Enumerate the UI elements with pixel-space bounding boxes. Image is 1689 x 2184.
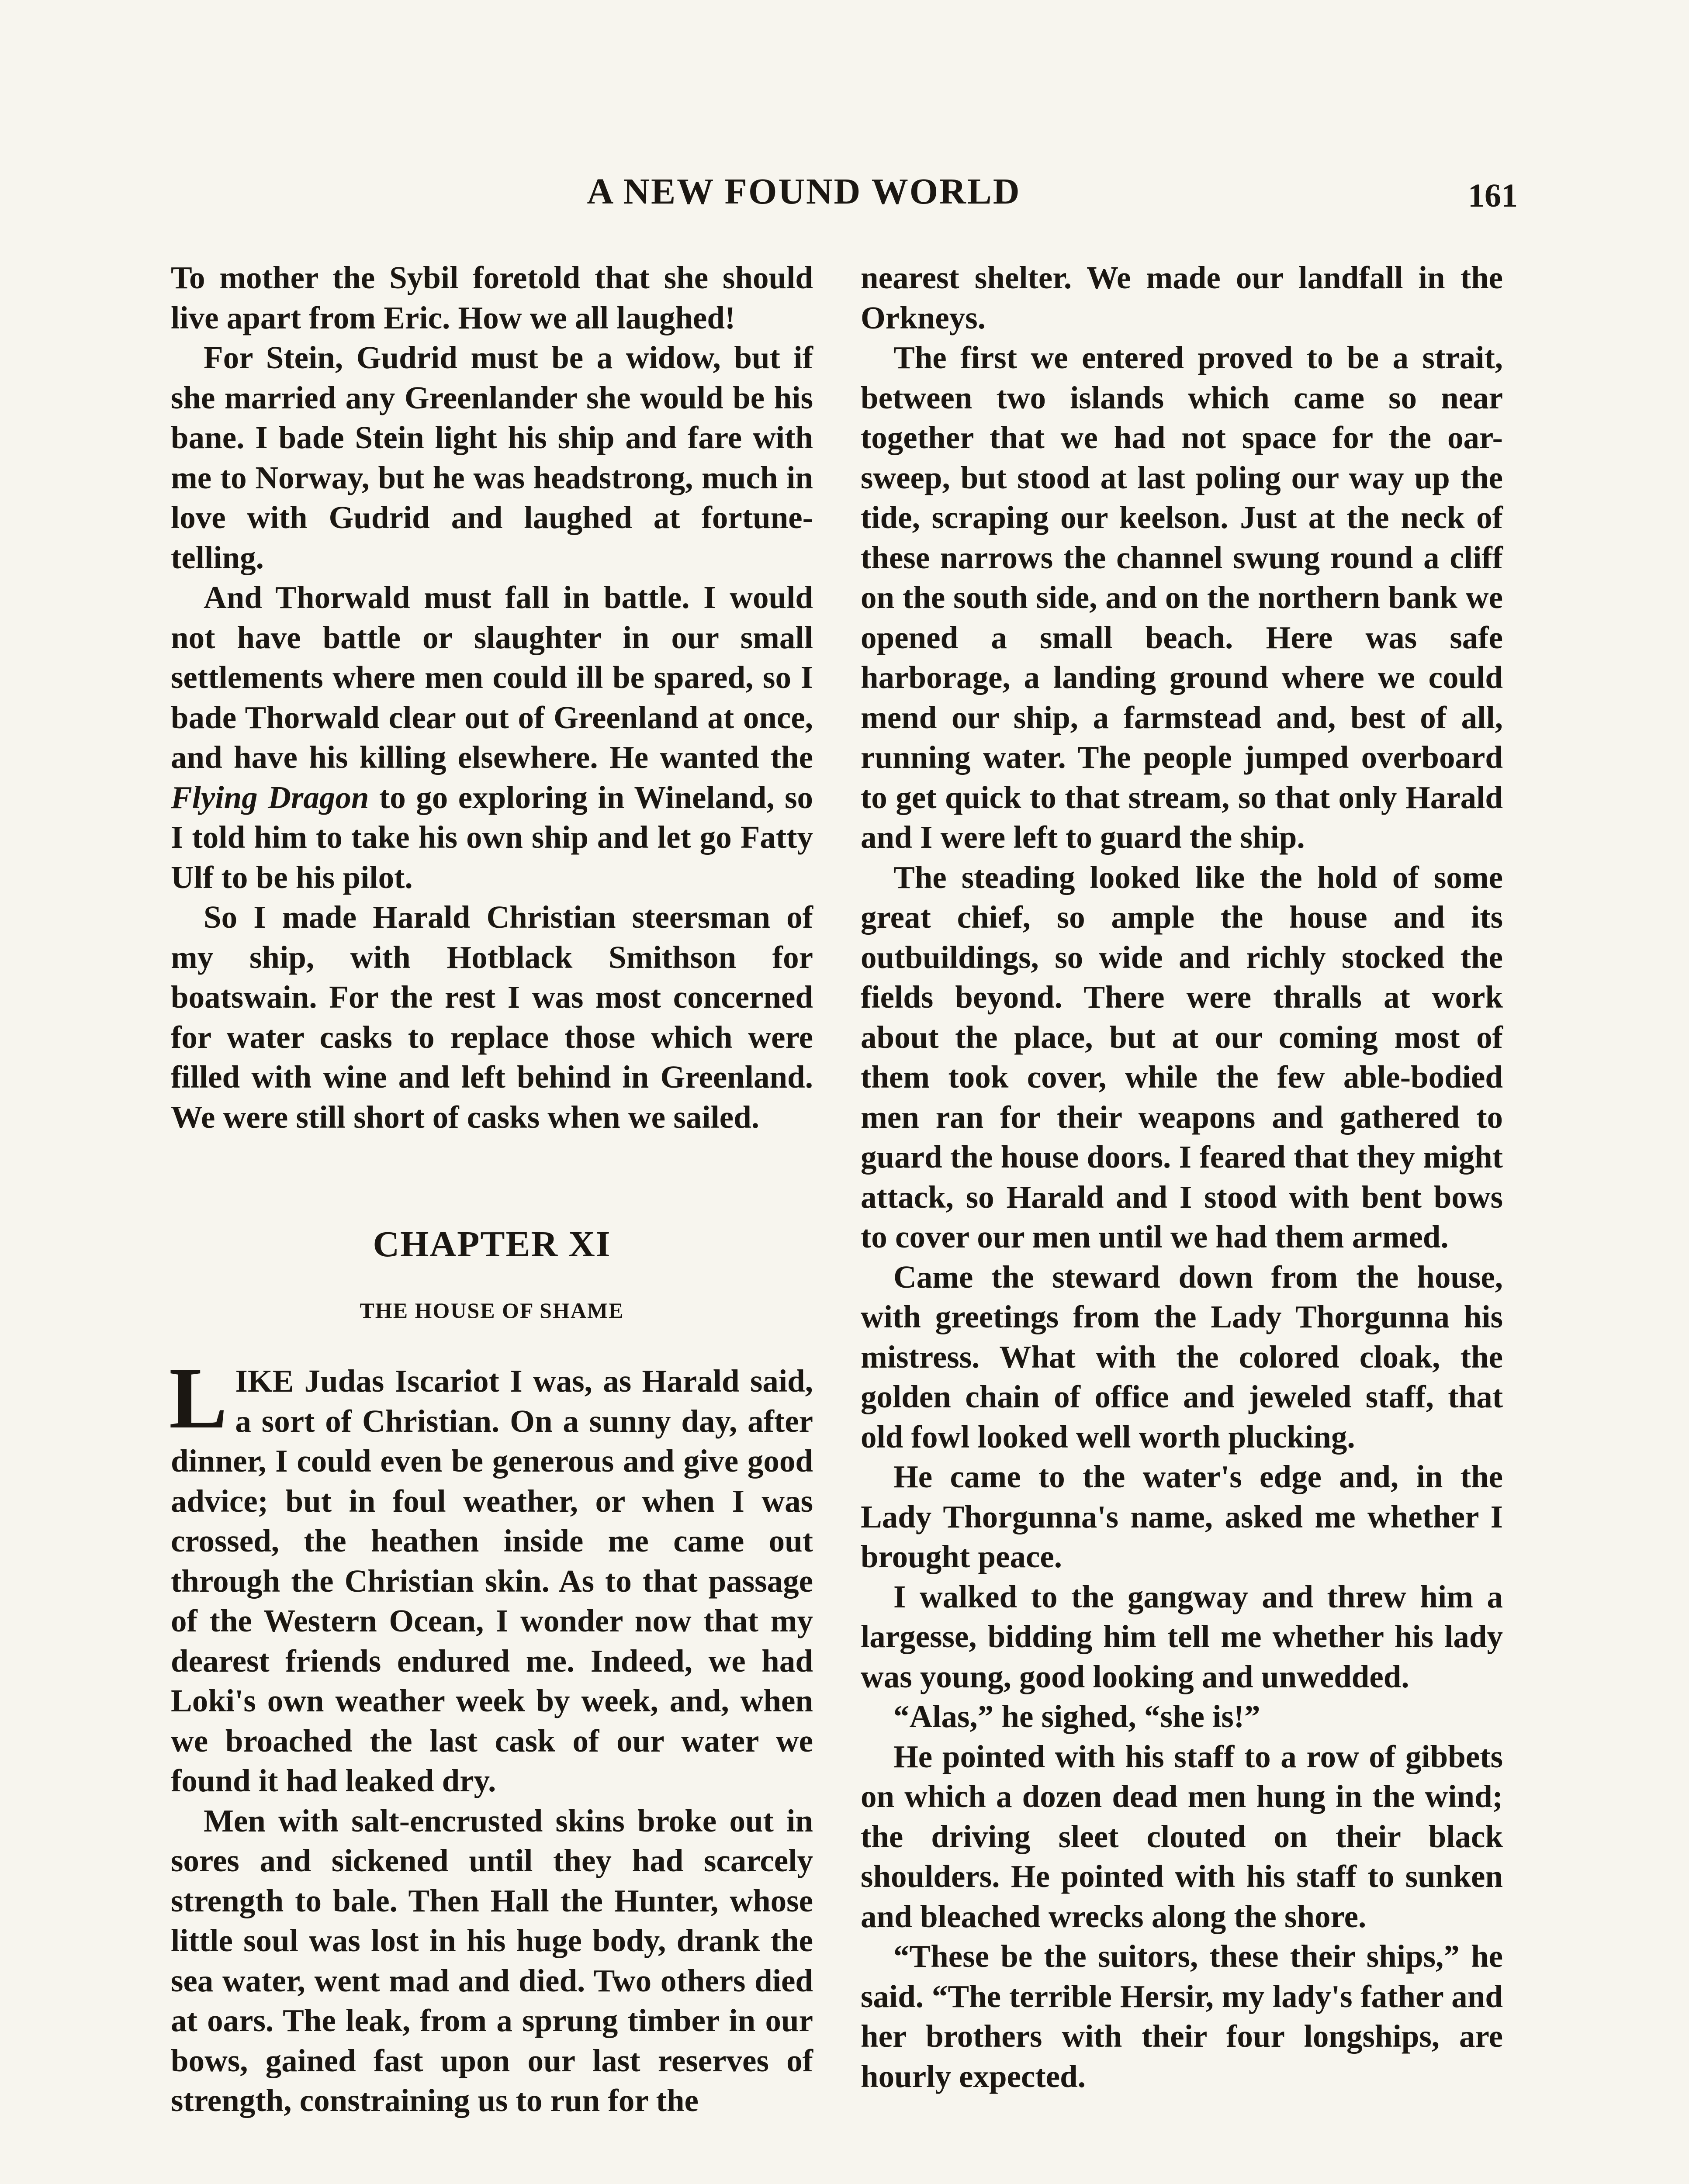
paragraph: So I made Harald Christian steersman of my ship, with Hotblack Smithson for boatswain. For the rest I was most concerned for water casks to replace those which were filled with wine and left behind in Greenland. We were still short of casks when we sailed. [171, 899, 813, 1135]
paragraph: “These be the suitors, these their ships,” he said. “The terrible Hersir, my lady's father and her brothers with their four longships, are hourly expected. [861, 1939, 1503, 2094]
paragraph: For Stein, Gudrid must be a widow, but if she married any Greenlander she would be his bane. I bade Stein light his ship and fare with me to Norway, but he was headstrong, much in love with Gudrid and laughed at fortune-telling. [171, 340, 813, 575]
right-column [861, 258, 1503, 2096]
paragraph: The steading looked like the hold of some great chief, so ample the house and its outbuildings, so wide and richly stocked the fields beyond. There were thralls at work about the place, but at our coming most of them took cover, while the few able-bodied men ran for their weapons and gathered to guard the house doors. I feared that they might attack, so Harald and I stood with bent bows to cover our men until we had them armed. [861, 859, 1503, 1254]
paragraph: Men with salt-encrusted skins broke out in sores and sickened until they had scarcely strength to bale. Then Hall the Hunter, whose little soul was lost in his huge body, drank the sea water, went mad and died. Two others died at oars. The leak, from a sprung timber in our bows, gained fast upon our last reserves of strength, constraining us to run for the [171, 1803, 813, 2118]
paragraph: I walked to the gangway and threw him a largesse, bidding him tell me whether his lady was young, good looking and unwedded. [861, 1579, 1503, 1694]
paragraph: To mother the Sybil foretold that she should live apart from Eric. How we all laughed! [171, 260, 813, 335]
paragraph: The first we entered proved to be a strait, between two islands which came so near together that we had not space for the oar-sweep, but stood at last poling our way up the tide, scraping our keelson. Just at the neck of these narrows the channel swung round a cliff on the south side, and on the northern bank we opened a small beach. Here was safe harborage, a landing ground where we could mend our ship, a farmstead and, best of all, running water. The people jumped overboard to get quick to that stream, so that only Harald and I were left to guard the ship. [861, 340, 1503, 855]
page-number: 161 [1468, 177, 1518, 214]
running-head: A NEW FOUND WORLD [587, 171, 1021, 212]
left-column [171, 258, 813, 2121]
paragraph: Came the steward down from the house, with greetings from the Lady Thorgunna his mistress. What with the colored cloak, the golden chain of office and jeweled staff, that old fowl looked well worth plucking. [861, 1259, 1503, 1455]
chapter-opening [169, 1350, 813, 1801]
paragraph: And Thorwald must fall in battle. I would not have battle or slaughter in our small settlements where men could ill be spared, so I bade Thorwald clear out of Greenland at once, and have his killing elsewhere. He wanted the Flying Dragon to go exploring in Wineland, so I told him to take his own ship and let go Fatty Ulf to be his pilot. [171, 580, 813, 895]
ship-name: Flying Dragon [171, 779, 369, 815]
chapter-subtitle: THE HOUSE OF SHAME [360, 1298, 624, 1323]
paragraph: “Alas,” he sighed, “she is!” [893, 1699, 1260, 1734]
paragraph: He pointed with his staff to a row of gibbets on which a dozen dead men hung in the wind; the driving sleet clouted on their black shoulders. He pointed with his staff to sunken and bleached wrecks along the shore. [861, 1738, 1503, 1934]
chapter-title: CHAPTER XI [373, 1224, 611, 1265]
drop-cap: L [169, 1350, 228, 1447]
paragraph-continued: nearest shelter. We made our landfall in the Orkneys. [861, 260, 1503, 335]
paragraph: He came to the water's edge and, in the Lady Thorgunna's name, asked me whether I brought peace. [861, 1459, 1503, 1574]
opening-text: IKE Judas Iscariot I was, as Harald said, a sort of Christian. On a sunny day, after dinner, I could even be generous and give good advice; but in foul weather, or when I was crossed, the heathen inside me came out through the Christian skin. As to that passage of the Western Ocean, I wonder now that my dearest friends endured me. Indeed, we had Loki's own weather week by week, and, when we broached the last cask of our water we found it had leaked dry. [171, 1363, 813, 1798]
